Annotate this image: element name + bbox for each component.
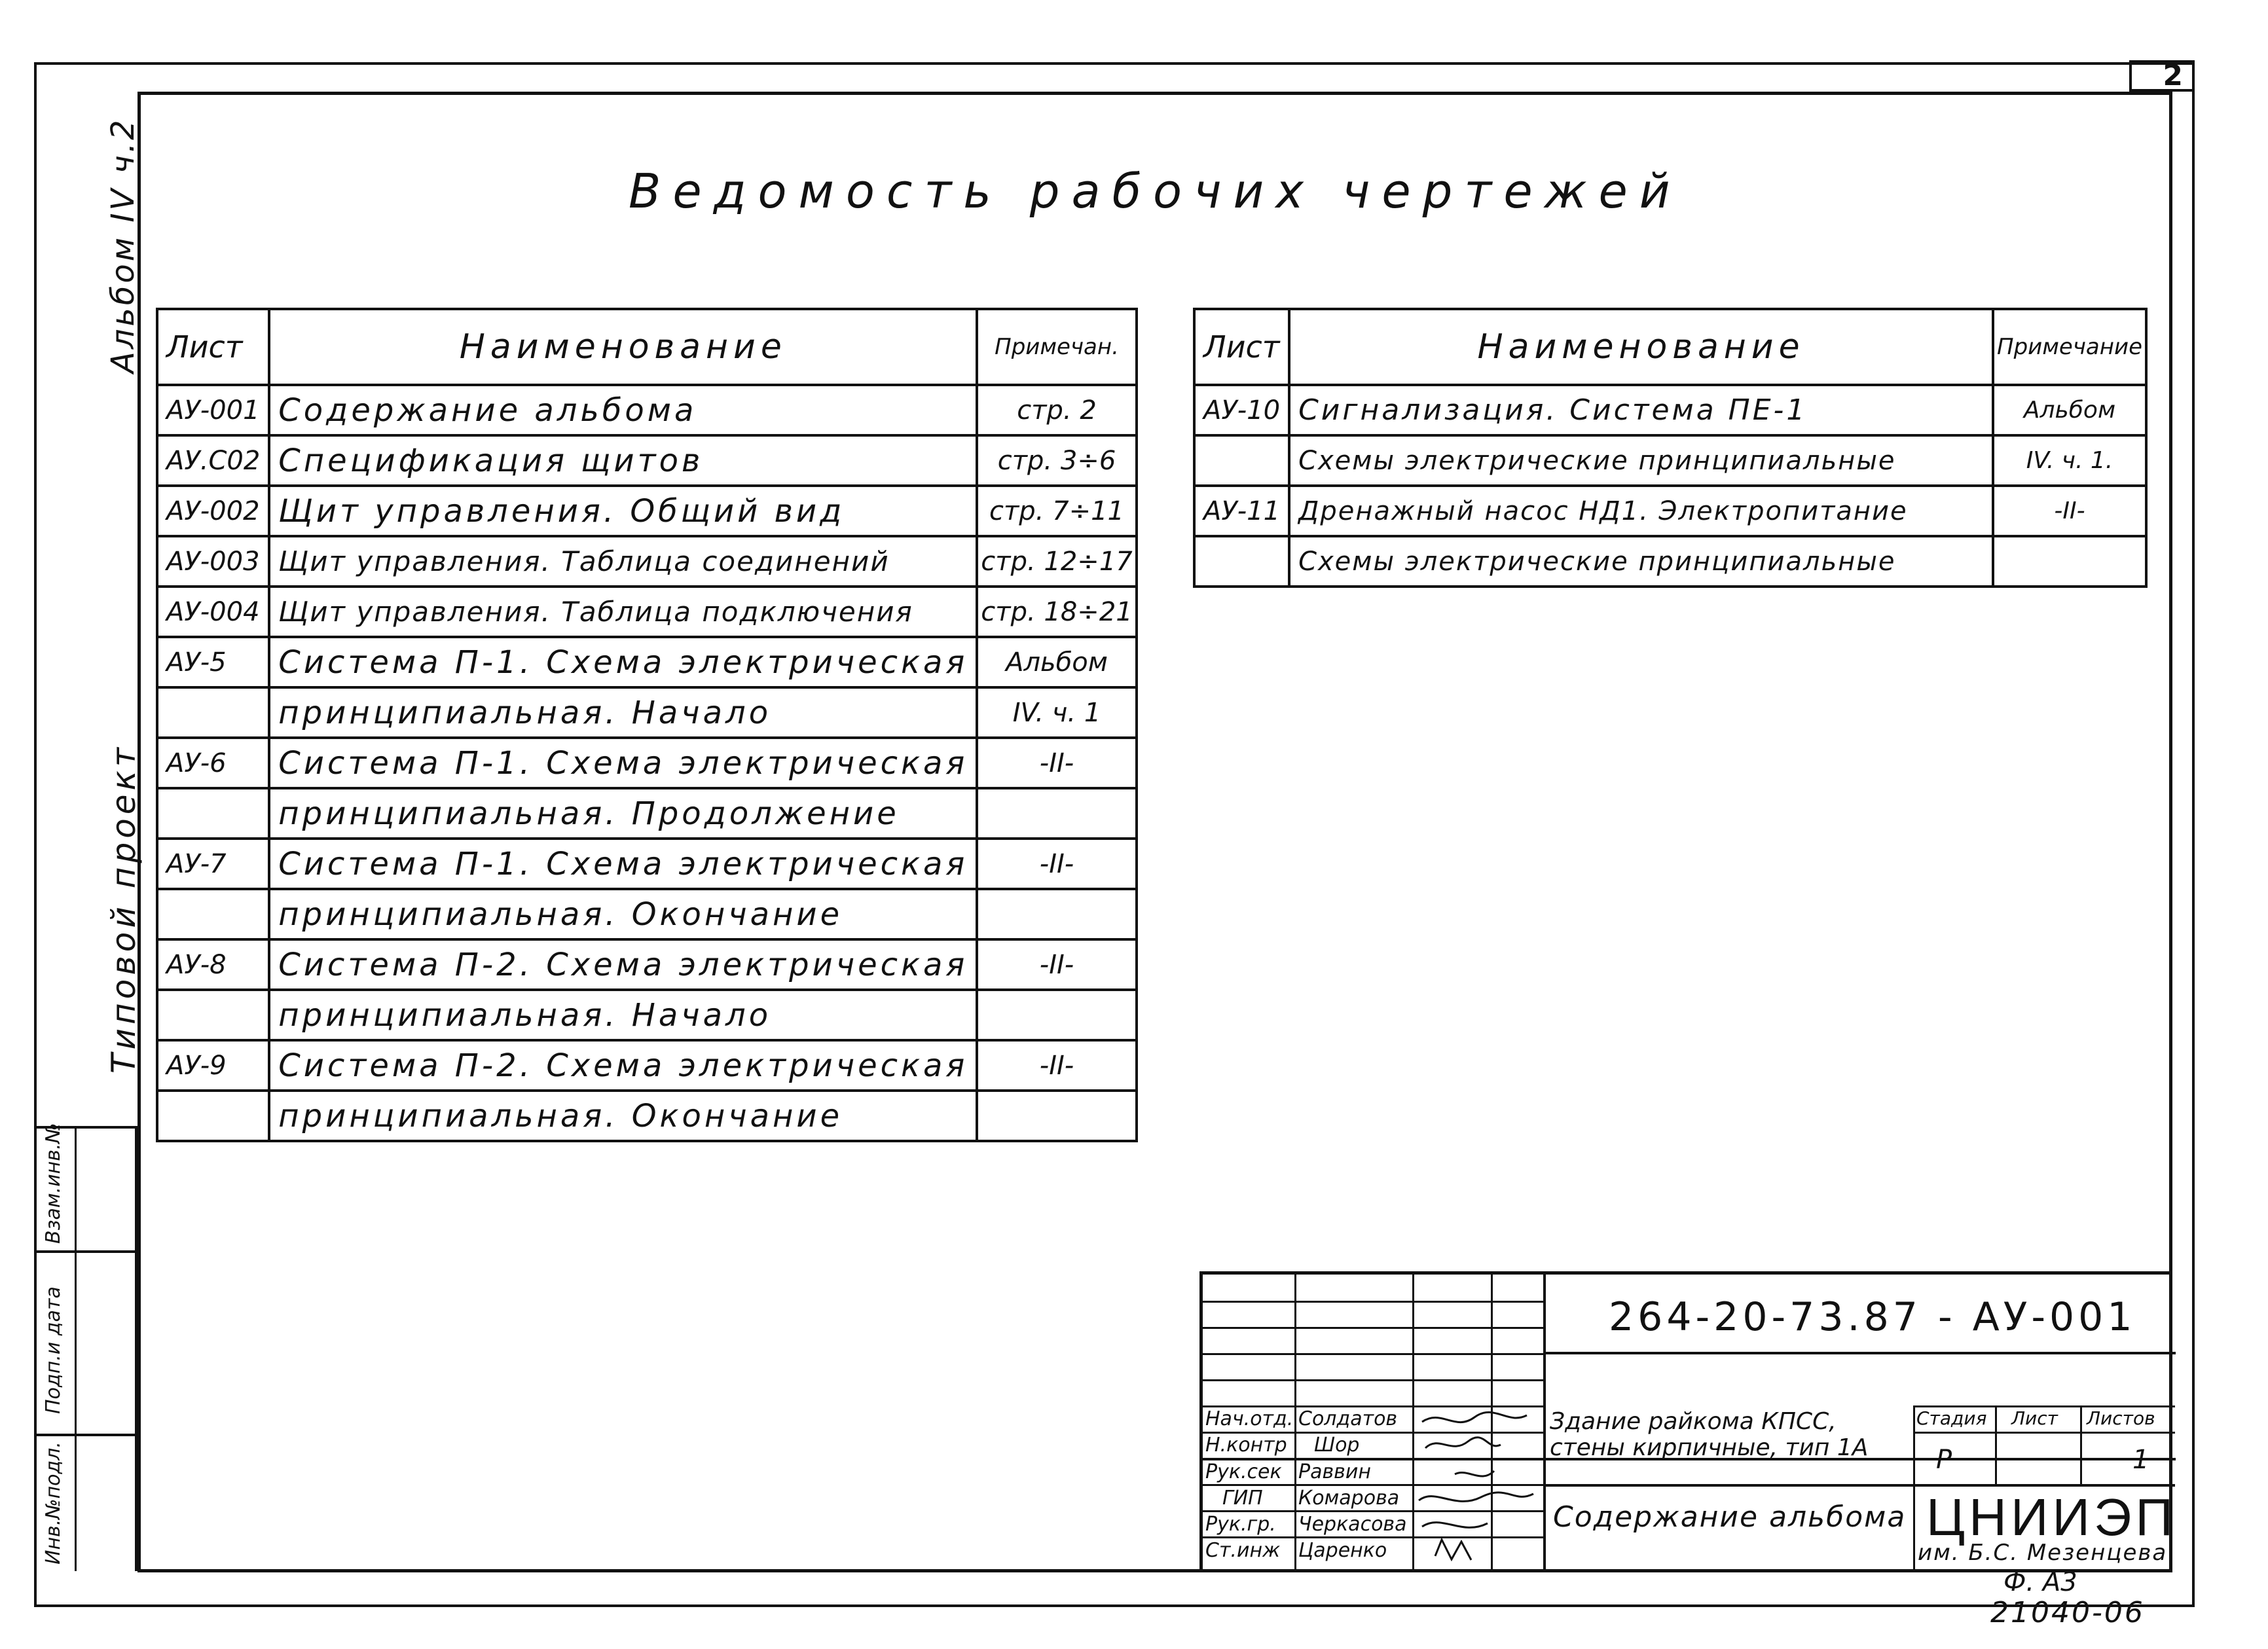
- table-row: [157, 536, 1137, 587]
- person-name: Солдатов: [1298, 1407, 1398, 1430]
- stage-label: Стадия: [1916, 1407, 1987, 1429]
- document-code: 264-20-73.87 - АУ-001: [1609, 1294, 2136, 1340]
- header-name: Наименование: [1289, 309, 1993, 385]
- cell-name: Дренажный насос НД1. Электропитание: [1289, 486, 1993, 536]
- table-header-row: [157, 309, 1137, 385]
- sheet-label: Лист: [2011, 1407, 2058, 1429]
- sheets-label: Листов: [2087, 1407, 2155, 1429]
- cell-name: принципиальная. Продолжение: [269, 788, 977, 839]
- stamp-label-replace: Взам.инв.№: [42, 1123, 65, 1244]
- role-label: Рук.сек: [1205, 1460, 1282, 1483]
- cell-note: IV. ч. 1.: [1993, 435, 2146, 486]
- stamp-column: [34, 1123, 137, 1571]
- cell-sheet: [157, 1091, 269, 1141]
- cell-note: стр. 12÷17: [977, 536, 1136, 587]
- table-row: [157, 1040, 1137, 1091]
- table-row: [157, 385, 1137, 435]
- cell-note: -II-: [977, 1040, 1136, 1091]
- cell-name: Система П-1. Схема электрическая: [269, 738, 977, 788]
- person-name: Черкасова: [1298, 1513, 1407, 1536]
- format-label: Ф. А3: [2003, 1567, 2077, 1597]
- drawings-table-left: [156, 308, 1138, 1142]
- cell-sheet: [157, 990, 269, 1040]
- cell-name: Система П-1. Схема электрическая: [269, 839, 977, 889]
- table-row: [157, 889, 1137, 939]
- cell-sheet: АУ-001: [157, 385, 269, 435]
- inventory-number: 21040-06: [1990, 1596, 2145, 1629]
- cell-sheet: [157, 889, 269, 939]
- cell-sheet: АУ.С02: [157, 435, 269, 486]
- cell-note: стр. 7÷11: [977, 486, 1136, 536]
- title-block: [1199, 1271, 2177, 1572]
- cell-name: Щит управления. Общий вид: [269, 486, 977, 536]
- header-sheet: Лист: [157, 309, 269, 385]
- role-label: ГИП: [1222, 1487, 1263, 1510]
- table-row: [1194, 536, 2146, 587]
- stamp-label-inventory: Инв.№подл.: [42, 1441, 65, 1565]
- table-row: [157, 1091, 1137, 1141]
- cell-name: Щит управления. Таблица соединений: [269, 536, 977, 587]
- album-label: Альбом IV ч.2: [105, 117, 141, 373]
- table-row: [157, 738, 1137, 788]
- cell-note: стр. 18÷21: [977, 587, 1136, 637]
- cell-sheet: [1194, 536, 1289, 587]
- cell-name: принципиальная. Начало: [269, 687, 977, 738]
- cell-name: принципиальная. Окончание: [269, 1091, 977, 1141]
- cell-note: стр. 2: [977, 385, 1136, 435]
- signature-scribbles: [1416, 1405, 1540, 1569]
- person-name: Царенко: [1298, 1539, 1387, 1562]
- page-number: 2: [2129, 60, 2195, 92]
- cell-sheet: АУ-8: [157, 939, 269, 990]
- cell-sheet: АУ-11: [1194, 486, 1289, 536]
- cell-name: Система П-2. Схема электрическая: [269, 939, 977, 990]
- cell-name: Щит управления. Таблица подключения: [269, 587, 977, 637]
- person-name: Шор: [1314, 1434, 1360, 1457]
- cell-note: IV. ч. 1: [977, 687, 1136, 738]
- page-title: Ведомость рабочих чертежей: [629, 164, 1682, 219]
- table-header-row: [1194, 309, 2146, 385]
- cell-note: -II-: [977, 839, 1136, 889]
- stamp-label-signature: Подп.и дата: [42, 1286, 65, 1414]
- cell-note: [977, 990, 1136, 1040]
- cell-sheet: АУ-7: [157, 839, 269, 889]
- table-row: [157, 435, 1137, 486]
- cell-name: принципиальная. Начало: [269, 990, 977, 1040]
- cell-name: Система П-2. Схема электрическая: [269, 1040, 977, 1091]
- cell-sheet: АУ-9: [157, 1040, 269, 1091]
- building-description: Здание райкома КПСС, стены кирпичные, тип 1А: [1550, 1408, 1869, 1461]
- cell-sheet: АУ-6: [157, 738, 269, 788]
- header-name: Наименование: [269, 309, 977, 385]
- cell-name: Система П-1. Схема электрическая: [269, 637, 977, 687]
- person-name: Комарова: [1298, 1487, 1400, 1510]
- cell-name: Схемы электрические принципиальные: [1289, 435, 1993, 486]
- cell-note: -II-: [1993, 486, 2146, 536]
- cell-note: [1993, 536, 2146, 587]
- table-row: [157, 587, 1137, 637]
- role-label: Нач.отд.: [1205, 1407, 1294, 1430]
- drawings-table-right: [1193, 308, 2148, 588]
- organization-subtitle: им. Б.С. Мезенцева: [1918, 1540, 2168, 1566]
- role-label: Н.контр: [1205, 1434, 1287, 1457]
- header-note: Примечан.: [977, 309, 1136, 385]
- cell-sheet: АУ-002: [157, 486, 269, 536]
- table-row: [157, 486, 1137, 536]
- table-row: [1194, 486, 2146, 536]
- cell-note: Альбом: [1993, 385, 2146, 435]
- stage-value: Р: [1936, 1445, 1952, 1475]
- cell-note: стр. 3÷6: [977, 435, 1136, 486]
- header-sheet: Лист: [1194, 309, 1289, 385]
- cell-note: [977, 1091, 1136, 1141]
- table-row: [157, 637, 1137, 687]
- cell-sheet: [157, 788, 269, 839]
- cell-sheet: АУ-10: [1194, 385, 1289, 435]
- cell-sheet: АУ-004: [157, 587, 269, 637]
- cell-name: Содержание альбома: [269, 385, 977, 435]
- cell-sheet: АУ-003: [157, 536, 269, 587]
- table-row: [157, 990, 1137, 1040]
- sheet-title: Содержание альбома: [1553, 1500, 1907, 1534]
- role-label: Ст.инж: [1205, 1539, 1281, 1562]
- table-row: [157, 788, 1137, 839]
- role-label: Рук.гр.: [1205, 1513, 1276, 1536]
- cell-sheet: АУ-5: [157, 637, 269, 687]
- organization-name: ЦНИИЭП: [1926, 1488, 2177, 1546]
- person-name: Раввин: [1298, 1460, 1371, 1483]
- cell-note: Альбом: [977, 637, 1136, 687]
- header-note: Примечание: [1993, 309, 2146, 385]
- cell-name: Сигнализация. Система ПЕ-1: [1289, 385, 1993, 435]
- sheets-value: 1: [2132, 1445, 2149, 1475]
- cell-note: -II-: [977, 738, 1136, 788]
- cell-note: -II-: [977, 939, 1136, 990]
- table-row: [157, 939, 1137, 990]
- cell-note: [977, 788, 1136, 839]
- cell-name: Схемы электрические принципиальные: [1289, 536, 1993, 587]
- cell-sheet: [1194, 435, 1289, 486]
- table-row: [1194, 385, 2146, 435]
- cell-sheet: [157, 687, 269, 738]
- project-label: Типовой проект: [105, 744, 143, 1074]
- table-row: [157, 687, 1137, 738]
- cell-name: Спецификация щитов: [269, 435, 977, 486]
- table-row: [157, 839, 1137, 889]
- table-row: [1194, 435, 2146, 486]
- cell-note: [977, 889, 1136, 939]
- cell-name: принципиальная. Окончание: [269, 889, 977, 939]
